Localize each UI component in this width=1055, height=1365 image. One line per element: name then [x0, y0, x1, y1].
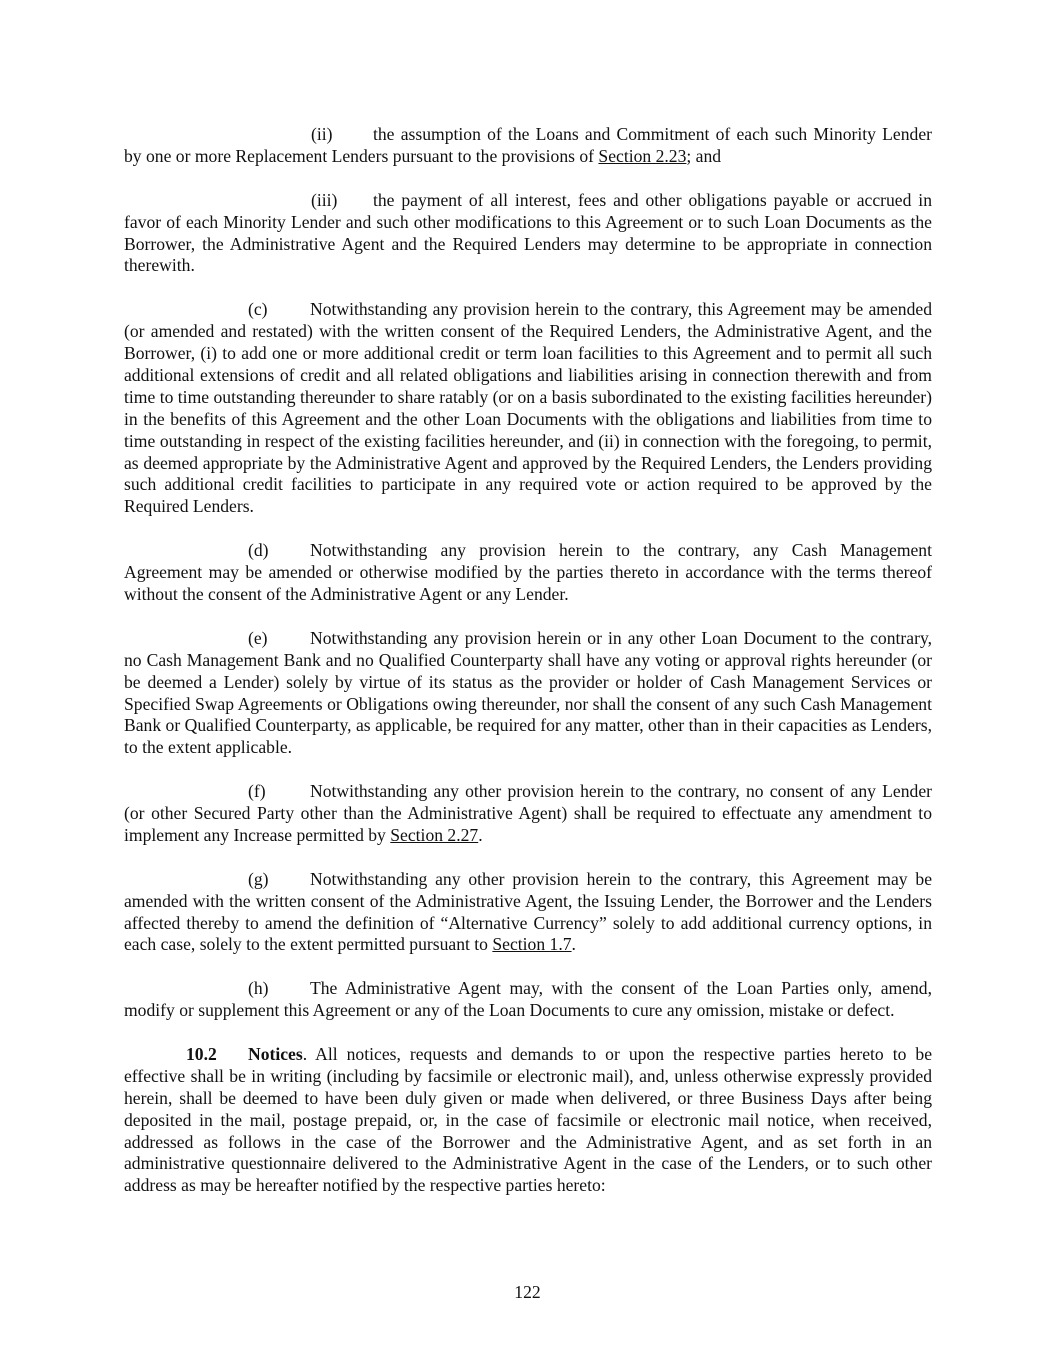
paragraph-label: (g) — [248, 868, 269, 889]
paragraph-label: (e) — [248, 627, 268, 648]
section-1-7-link[interactable]: Section 1.7 — [492, 934, 572, 955]
section-2-27-link[interactable]: Section 2.27 — [390, 824, 479, 845]
paragraph-f — [124, 781, 932, 847]
paragraph-text: the payment of all interest, fees and other obligations payable or accrued in favor of each Minority Lender and such other modifications to this Agreement or to such Loan Documents as the Borrower, the Administrative Agent and the Required Lenders may determine to be appropriate in connection therewith. — [124, 189, 932, 276]
document-page — [124, 124, 932, 1197]
paragraph-text: Notwithstanding any provision herein to the contrary, this Agreement may be amended (or amended and restated) with the written consent of the Required Lenders, the Administrative Agent, and the Borrower, (i) to add one or more additional credit or term loan facilities to this Agreement and to permit all such additional extensions of credit and all related obligations and liabilities arising in connection therewith and from time to time outstanding thereunder to share ratably (or on a basis subordinated to the existing facilities hereunder) in the benefits of this Agreement and the other Loan Documents with the obligations and liabilities from time to time outstanding in respect of the existing facilities hereunder, and (ii) in connection with the foregoing, to permit, as deemed appropriate by the Administrative Agent and approved by the Required Lenders, the Lenders providing such additional credit facilities to participate in any required vote or action required to be approved by the Required Lenders. — [124, 299, 932, 517]
paragraph-ii — [124, 124, 932, 168]
paragraph-label: (f) — [248, 781, 266, 802]
paragraph-text: ; and — [686, 145, 722, 166]
paragraph-h — [124, 978, 932, 1022]
paragraph-text: Notwithstanding any provision herein or in any other Loan Document to the contrary, no Cash Management Bank and no Qualified Counterparty shall have any voting or approval rights hereunder (or be deemed a Lender) solely by virtue of its status as the provider or holder of Cash Management Services or Specified Swap Agreements or Obligations owing thereunder, nor shall the consent of any such Cash Management Bank or Qualified Counterparty, as applicable, be required for any matter, other than in their capacities as Lenders, to the extent applicable. — [124, 627, 932, 758]
paragraph-text: . All notices, requests and demands to or upon the respective parties hereto to be effective shall be in writing (including by facsimile or electronic mail), and, unless otherwise expressly provided herein, shall be deemed to have been duly given or made when delivered, or three Business Days after being deposited in the mail, postage prepaid, or, in the case of facsimile or electronic mail notice, when received, addressed as follows in the case of the Borrower and the Administrative Agent, and as set forth in an administrative questionnaire delivered to the Administrative Agent in the case of the Lenders, or to such other address as may be hereafter notified by the respective parties hereto: — [124, 1043, 932, 1196]
paragraph-label: (d) — [248, 540, 269, 561]
paragraph-text: the assumption of the Loans and Commitment of each such Minority Lender by one or more Replacement Lenders pursuant to the provisions of — [124, 124, 932, 166]
paragraph-text: Notwithstanding any provision herein to the contrary, any Cash Management Agreement may be amended or otherwise modified by the parties thereto in accordance with the terms thereof without the consent of the Administrative Agent or any Lender. — [124, 540, 932, 604]
paragraph-label: (ii) — [311, 124, 333, 144]
paragraph-g — [124, 869, 932, 957]
paragraph-e — [124, 628, 932, 759]
section-2-23-link[interactable]: Section 2.23 — [598, 145, 687, 166]
paragraph-text: . — [571, 934, 576, 955]
paragraph-text: . — [478, 824, 483, 845]
paragraph-label: (h) — [248, 978, 269, 999]
paragraph-c — [124, 299, 932, 518]
paragraph-label: (c) — [248, 299, 268, 320]
paragraph-text: Notwithstanding any other provision herein to the contrary, this Agreement may be amended with the written consent of the Administrative Agent, the Issuing Lender, the Borrower and the Lenders affected thereby to amend the definition of “Alternative Currency” solely to add additional currency options, in each case, solely to the extent permitted pursuant to — [124, 868, 932, 955]
paragraph-d — [124, 540, 932, 606]
section-number: 10.2 — [186, 1043, 217, 1064]
paragraph-text: Notwithstanding any other provision herein to the contrary, no consent of any Lender (or other Secured Party other than the Administrative Agent) shall be required to effectuate any amendment to implement any Increase permitted by — [124, 781, 932, 845]
section-heading: Notices — [248, 1043, 303, 1064]
paragraph-text: The Administrative Agent may, with the consent of the Loan Parties only, amend, modify or supplement this Agreement or any of the Loan Documents to cure any omission, mistake or defect. — [124, 978, 932, 1021]
section-10-2 — [124, 1044, 932, 1197]
page-number: 122 — [514, 1282, 541, 1302]
paragraph-iii — [124, 190, 932, 278]
paragraph-label: (iii) — [311, 189, 338, 210]
